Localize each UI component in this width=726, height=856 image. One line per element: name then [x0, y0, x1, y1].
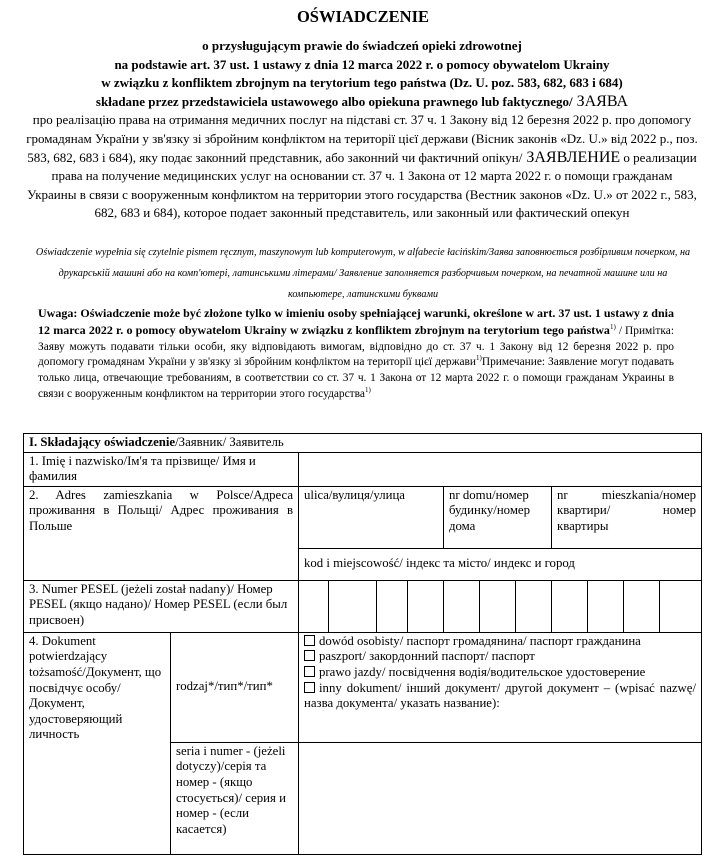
document-label: 4. Dokument potwierdzający tożsamość/Документ, що посвідчує особу/Документ, удостоверяющий личность — [24, 632, 171, 854]
document-type-options — [299, 632, 702, 742]
pesel-digit[interactable] — [329, 580, 377, 632]
option-id-card[interactable]: dowód osobisty/ паспорт громадянина/ паспорт гражданина — [304, 634, 696, 650]
city-field[interactable] — [299, 548, 702, 580]
header-ru-text: о реализации права на получение медицинских услуг на основании ст. 37 ч. 1 Закона от 12 марта 2022 г. о помощи гражданам Украины в связи с вооруженным конфликтом на территории этого государства (Вестник законов «Dz. U.» от 2022 г., 583, 682, 683 и 684), которое подает законный представитель, или законный или фактический опекун — [27, 149, 697, 221]
checkbox[interactable] — [304, 650, 315, 661]
pesel-digit[interactable] — [377, 580, 408, 632]
header-line-1: o przysługującym prawie do świadczeń opieki zdrowotnej — [202, 38, 522, 53]
series-number-label: seria i numer - (jeżeli dotyczy)/серія та номер - (якщо стосується)/ серия и номер - (если касается) — [171, 742, 299, 854]
document-title: OŚWIADCZENIE — [296, 7, 430, 26]
eligibility-notice — [38, 306, 674, 403]
pesel-digit[interactable] — [660, 580, 702, 632]
document-type-label: rodzaj*/тип*/тип* — [171, 632, 299, 742]
pesel-digit[interactable] — [624, 580, 660, 632]
document-header — [26, 37, 698, 223]
series-number-field[interactable] — [299, 742, 702, 854]
header-line-2: na podstawie art. 37 ust. 1 ustawy z dnia 12 marca 2022 r. o pomocy obywatelom Ukrainy — [114, 56, 610, 72]
house-number-label: nr domu/номер будинку/номер дома — [449, 487, 530, 533]
city-label: kod i miejscowość/ індекс та місто/ индекс и город — [304, 556, 575, 571]
header-ua-text: про реалізацію права на отримання медичних послуг на підставі ст. 37 ч. 1 Закону від 12 березня 2022 р. про допомогу громадянам України у зв'язку зі збройним конфліктом на території цієї держави (Вісник законів «Dz. U.» від 2022 р., поз. 583, 682, 683 і 684), яку подає законний представник, або законний чи фактичний опікун/ — [26, 112, 698, 165]
header-ru-title: ЗАЯВЛЕНИЕ — [522, 148, 621, 166]
street-field[interactable] — [299, 486, 444, 548]
pesel-digit[interactable] — [408, 580, 444, 632]
checkbox[interactable] — [304, 666, 315, 677]
checkbox[interactable] — [304, 682, 315, 693]
header-ua-title: ЗАЯВА — [572, 92, 629, 110]
pesel-digit[interactable] — [480, 580, 516, 632]
pesel-label: 3. Numer PESEL (jeżeli został nadany)/ Номер PESEL (якщо надано)/ Номер PESEL (если был присвоен) — [24, 580, 299, 632]
address-label: 2. Adres zamieszkania w Polsce/Адреса проживання в Польщі/ Адрес проживания в Польше — [24, 486, 299, 580]
section-header: I. Składający oświadczenie/Заявник/ Заявитель — [24, 434, 702, 453]
house-number-field[interactable] — [444, 486, 552, 548]
footnote-ref: 1) — [609, 323, 616, 331]
pesel-digit[interactable] — [299, 580, 329, 632]
street-label: ulica/вулиця/улица — [304, 487, 405, 502]
checkbox[interactable] — [304, 635, 315, 646]
option-passport[interactable]: paszport/ закордонний паспорт/ паспорт — [304, 649, 696, 665]
notice-polish: Uwaga: Oświadczenie może być złożone tylko w imieniu osoby spełniającej warunki, określone w art. 37 ust. 1 ustawy z dnia 12 marca 2022 r. o pomocy obywatelom Ukrainy w związku z konfliktem zbrojnym na terytorium tego państwa — [38, 306, 674, 337]
footnote-ref: 1) — [476, 354, 482, 363]
pesel-digit[interactable] — [552, 580, 588, 632]
pesel-digit[interactable] — [516, 580, 552, 632]
option-other-document[interactable]: inny dokument/ інший документ/ другой документ – (wpisać nazwę/ назва документа/ указать название): — [304, 680, 697, 711]
header-line-4: składane przez przedstawiciela ustawowego albo opiekuna prawnego lub faktycznego/ — [95, 93, 573, 109]
name-field[interactable] — [299, 452, 702, 486]
pesel-digit[interactable] — [588, 580, 624, 632]
pesel-digit[interactable] — [444, 580, 480, 632]
name-label: 1. Imię i nazwisko/Ім'я та прізвище/ Имя и фамилия — [24, 452, 299, 486]
notice-ukrainian: / Примітка: Заяву можуть подавати тільки особи, яку відповідають вимогам, відповідно до ст. 37 ч. 1 Закону від 12 березня 2022 р. про допомогу громадянам України у зв'язку зі збройним конфліктом на території цієї держави — [38, 324, 674, 369]
fill-instructions: Oświadczenie wypełnia się czytelnie pismem ręcznym, maszynowym lub komputerowym, w alfabecie łacińskim/Заява заповнюється розбірливим почерком, на друкарській машині або на комп'ютері, латинськими літерами/ Заявление заполняется разборчивым почерком, на печатной машине или на компьютере, латинскими буквами — [35, 247, 691, 300]
flat-number-label: nr mieszkania/номер квартири/ номер квартиры — [557, 487, 697, 533]
flat-number-field[interactable] — [552, 486, 702, 548]
notice-russian: Примечание: Заявление могут подавать только лица, отвечающие требованиям, в соответствии со ст. 37 ч. 1 Закона от 12 марта 2022 г. о помощи гражданам Украины в связи с вооруженным конфликтом на территории этого государства — [38, 356, 674, 400]
footnote-ref: 1) — [364, 386, 371, 395]
header-line-3: w związku z konfliktem zbrojnym na terytorium tego państwa (Dz. U. poz. 583, 682, 683 i 684) — [101, 75, 623, 91]
option-driving-licence[interactable]: prawo jazdy/ посвідчення водія/водительское удостоверение — [304, 665, 696, 681]
declarant-form — [23, 433, 702, 855]
